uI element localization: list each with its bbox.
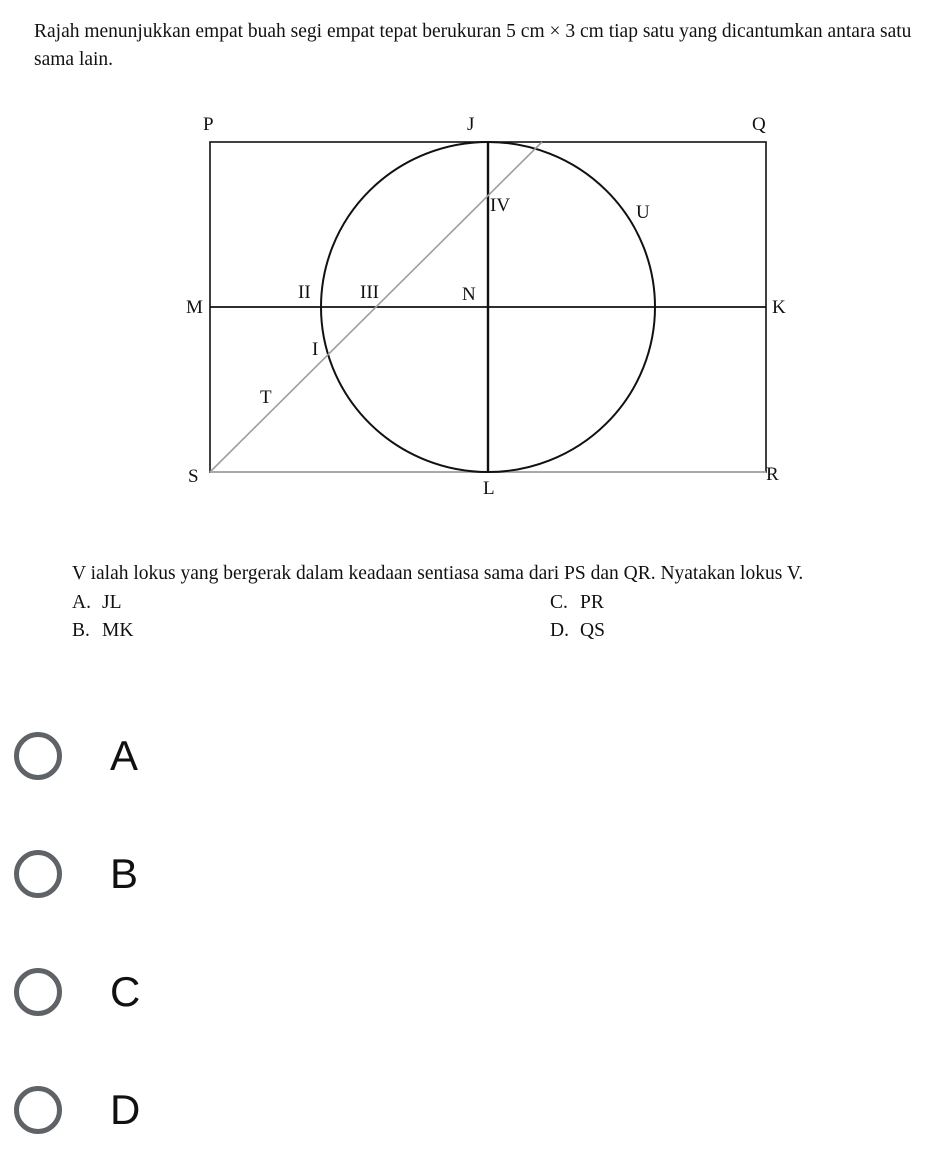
radio-button-b[interactable] bbox=[14, 850, 62, 898]
answer-label-a[interactable]: A bbox=[110, 732, 139, 779]
label-S: S bbox=[188, 466, 199, 487]
option-text-b: B. MK bbox=[72, 620, 134, 641]
option-text-a: A. JL bbox=[72, 592, 122, 613]
answer-label-d[interactable]: D bbox=[110, 1086, 141, 1133]
label-U: U bbox=[636, 202, 650, 223]
question-intro: Rajah menunjukkan empat buah segi empat tepat berukuran 5 cm × 3 cm tiap satu yang dicantumkan antara satu sama lain. bbox=[34, 21, 912, 70]
label-I: I bbox=[312, 339, 319, 360]
label-Q: Q bbox=[752, 114, 766, 135]
label-T: T bbox=[260, 387, 272, 408]
answer-label-b[interactable]: B bbox=[110, 850, 139, 897]
option-text-d: D. QS bbox=[550, 620, 605, 641]
answer-choice-b[interactable] bbox=[10, 840, 410, 920]
answer-choice-a[interactable] bbox=[10, 722, 410, 802]
radio-button-c[interactable] bbox=[14, 968, 62, 1016]
question-prompt: V ialah lokus yang bergerak dalam keadaan sentiasa sama dari PS dan QR. Nyatakan lokus V. bbox=[72, 563, 804, 584]
radio-button-a[interactable] bbox=[14, 732, 62, 780]
answer-choice-d[interactable] bbox=[10, 1076, 410, 1156]
geometry-figure bbox=[0, 0, 940, 540]
answer-choice-c[interactable] bbox=[10, 958, 410, 1038]
option-text-c: C. PR bbox=[550, 592, 604, 613]
label-III: III bbox=[360, 282, 379, 303]
label-R: R bbox=[766, 464, 779, 485]
label-N: N bbox=[462, 284, 476, 305]
label-IV: IV bbox=[490, 195, 511, 216]
answer-label-c[interactable]: C bbox=[110, 968, 141, 1015]
label-K: K bbox=[772, 297, 786, 318]
radio-button-d[interactable] bbox=[14, 1086, 62, 1134]
label-L: L bbox=[483, 478, 495, 499]
label-II: II bbox=[298, 282, 311, 303]
label-J: J bbox=[467, 114, 475, 135]
label-M: M bbox=[186, 297, 203, 318]
label-P: P bbox=[203, 114, 214, 135]
